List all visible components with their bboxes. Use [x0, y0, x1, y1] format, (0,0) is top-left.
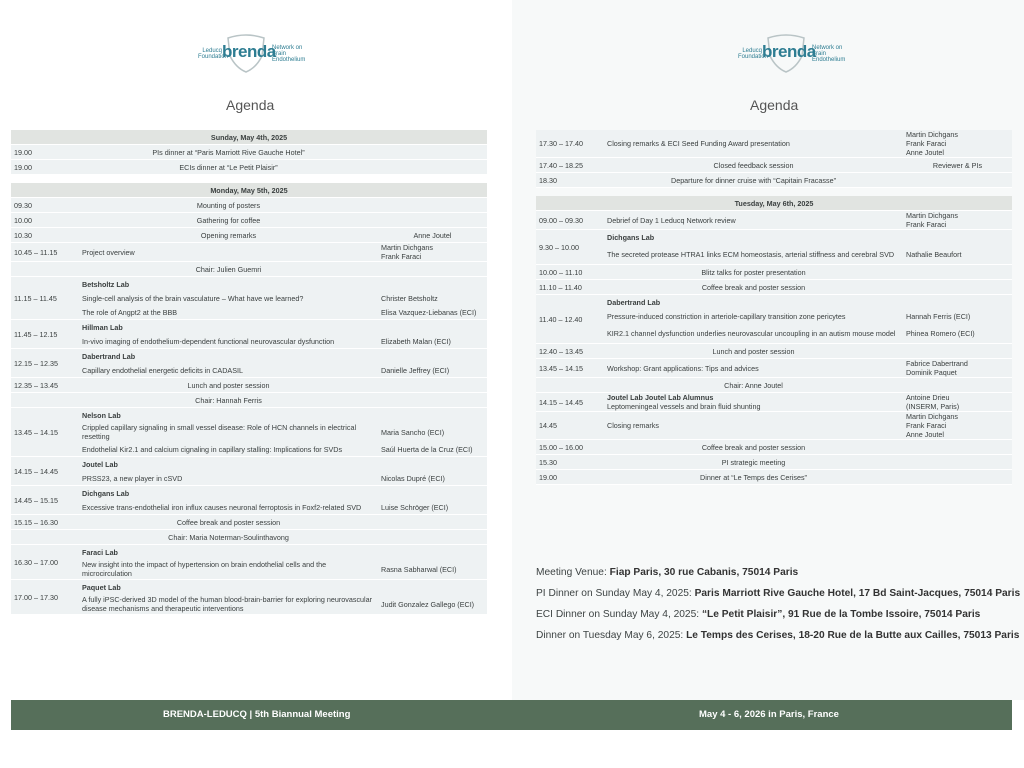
speaker-name: Antoine Drieu: [906, 393, 950, 402]
lab-name: Dabertrand Lab: [607, 297, 661, 307]
table-row: [536, 265, 1012, 280]
lab-name: Hillman Lab: [82, 322, 123, 332]
page-title: Agenda: [750, 97, 799, 113]
speaker-affiliation: (INSERM, Paris): [906, 402, 960, 411]
schedule-table-left: [11, 130, 487, 615]
speaker-name: Anne Joutel: [906, 430, 944, 439]
eci-dinner-line: [536, 608, 1020, 629]
venue-value: Fiap Paris, 30 rue Cabanis, 75014 Paris: [609, 567, 799, 578]
speaker-name: Saúl Huerta de la Cruz (ECI): [381, 444, 473, 454]
desc-cell: Departure for dinner cruise with “Capitain Fracasse”: [671, 175, 836, 185]
chair-row: [11, 262, 487, 277]
logo-left-text: Leducq Foundation: [738, 48, 769, 60]
speaker-name: Elisa Vazquez-Liebanas (ECI): [381, 307, 477, 317]
table-row: [536, 344, 1012, 359]
venue-line: [536, 566, 1020, 587]
desc-cell: Dinner at “Le Temps des Cerises”: [700, 472, 807, 482]
table-row: [11, 228, 487, 243]
talk-title: New insight into the impact of hypertension on brain endothelial cells and the microcirculation: [82, 560, 327, 578]
table-row: [11, 580, 487, 615]
time-cell: 9.30 – 10.00: [539, 242, 579, 252]
desc-cell: Closing remarks & ECI Seed Funding Award presentation: [607, 139, 790, 148]
speaker-name: Danielle Jeffrey (ECI): [381, 365, 450, 375]
time-cell: 12.35 – 13.45: [14, 380, 58, 390]
time-cell: 15.30: [539, 457, 557, 467]
chair-row: [11, 393, 487, 408]
speaker-name: Frank Faraci: [381, 252, 422, 261]
talk-title: In-vivo imaging of endothelium-dependent functional neurovascular dysfunction: [82, 336, 335, 346]
day-header: [11, 130, 487, 145]
talk-title: A fully iPSC-derived 3D model of the human blood-brain-barrier for exploring neurovascular disease mechanisms and therapeutic interventions: [82, 595, 373, 613]
lab-name: Paquet Lab: [82, 582, 121, 592]
logo-left-text: Leducq Foundation: [198, 48, 229, 60]
table-row: [536, 455, 1012, 470]
talk-title: KIR2.1 channel dysfunction underlies neurovascular uncoupling in an autism mouse model: [607, 328, 896, 338]
time-cell: 17.00 – 17.30: [14, 592, 58, 602]
desc-cell: Lunch and poster session: [712, 346, 795, 356]
talk-title: Leptomeningeal vessels and brain fluid shunting: [607, 402, 761, 411]
eci-dinner-label: ECI Dinner on Sunday May 4, 2025:: [536, 609, 702, 620]
table-row: [11, 243, 487, 262]
desc-cell: PI strategic meeting: [721, 457, 786, 467]
desc-cell: Closed feedback session: [713, 160, 794, 170]
time-cell: 19.00: [14, 162, 32, 172]
table-row: [536, 440, 1012, 455]
chair-label: Chair: Hannah Ferris: [195, 395, 262, 405]
talk-title: Endothelial Kir2.1 and calcium cignaling in capillary stalling: Implications for SVDs: [82, 444, 343, 454]
talk-title: Single-cell analysis of the brain vasculature – What have we learned?: [82, 293, 304, 303]
day-header-label: Monday, May 5th, 2025: [210, 185, 288, 195]
table-row: [11, 457, 487, 486]
desc-cell: Workshop: Grant applications: Tips and advices: [607, 363, 759, 373]
schedule-table-right: [536, 130, 1012, 485]
time-cell: 11.40 – 12.40: [539, 314, 583, 324]
time-cell: 17.40 – 18.25: [539, 160, 583, 170]
table-row: [11, 378, 487, 393]
speaker-name: Martin Dichgans: [906, 412, 958, 421]
desc-cell: Closing remarks: [607, 421, 659, 430]
time-cell: 19.00: [539, 472, 557, 482]
talk-title: Capillary endothelial energetic deficits in CADASIL: [82, 365, 244, 375]
speaker-name: Frank Faraci: [906, 139, 947, 148]
desc-cell: Coffee break and poster session: [701, 282, 806, 292]
speaker-cell: Anne Joutel: [413, 230, 452, 240]
table-row: [536, 295, 1012, 344]
chair-row: [11, 530, 487, 545]
shield-icon: [762, 34, 816, 74]
time-cell: 10.45 – 11.15: [14, 247, 58, 257]
talk-title: Excessive trans-endothelial iron influx causes neuronal ferroptosis in Foxf2-related SVD: [82, 502, 362, 512]
talk-title: Crippled capillary signaling in small vessel disease: Role of HCN channels in electrical resetting: [82, 423, 357, 441]
time-cell: 14.45 – 15.15: [14, 495, 58, 505]
time-cell: 15.00 – 16.00: [539, 442, 583, 452]
time-cell: 16.30 – 17.00: [14, 557, 58, 567]
speaker-name: Maria Sancho (ECI): [381, 427, 445, 437]
time-cell: 19.00: [14, 147, 32, 157]
brenda-logo: [738, 33, 856, 75]
speaker-name: Frank Faraci: [906, 220, 947, 229]
desc-cell: Project overview: [82, 247, 135, 257]
chair-label: Chair: Anne Joutel: [724, 380, 783, 390]
venue-info: [536, 566, 1020, 650]
talk-title: The role of Angpt2 at the BBB: [82, 307, 178, 317]
lab-name: Nelson Lab: [82, 410, 121, 420]
desc-cell: Mounting of posters: [196, 200, 261, 210]
time-cell: 10.30: [14, 230, 32, 240]
table-row: [536, 230, 1012, 265]
time-cell: 14.15 – 14.45: [14, 466, 58, 476]
speaker-name: Martin Dichgans: [906, 211, 958, 220]
venue-label: Meeting Venue:: [536, 567, 610, 578]
time-cell: 15.15 – 16.30: [14, 517, 58, 527]
table-row: [11, 277, 487, 320]
speaker-name: Luise Schröger (ECI): [381, 502, 449, 512]
time-cell: 10.00 – 11.10: [539, 267, 583, 277]
chair-row: [536, 378, 1012, 393]
time-cell: 14.15 – 14.45: [539, 397, 583, 407]
desc-cell: Blitz talks for poster presentation: [701, 267, 806, 277]
pi-dinner-label: PI Dinner on Sunday May 4, 2025:: [536, 588, 695, 599]
table-row: [536, 130, 1012, 158]
day-header: [11, 183, 487, 198]
table-row: [11, 515, 487, 530]
logo-right-text: Network on Brain Endothelium: [812, 45, 846, 63]
eci-dinner-address: , 91 Rue de la Tombe Issoire, 75014 Paris: [782, 609, 981, 620]
desc-cell: PIs dinner at “Paris Marriott Rive Gauche Hotel”: [152, 147, 305, 157]
table-row: [11, 545, 487, 580]
speaker-name: Christer Betsholtz: [381, 293, 438, 303]
agenda-page-left: [0, 0, 500, 700]
table-row: [11, 349, 487, 378]
time-cell: 10.00: [14, 215, 32, 225]
table-row: [536, 393, 1012, 412]
speaker-name: Anne Joutel: [906, 148, 944, 157]
pi-dinner-line: [536, 587, 1020, 608]
speaker-name: Dominik Paquet: [906, 368, 957, 377]
time-cell: 11.15 – 11.45: [14, 293, 57, 303]
table-row: [11, 486, 487, 515]
eci-dinner-value: “Le Petit Plaisir”: [701, 609, 783, 620]
footer-meeting-dates: May 4 - 6, 2026 in Paris, France: [699, 709, 839, 720]
desc-cell: Opening remarks: [200, 230, 257, 240]
table-row: [11, 213, 487, 228]
speaker-cell: Reviewer & PIs: [932, 160, 983, 170]
logo-right-text: Network on Brain Endothelium: [272, 45, 306, 63]
time-cell: 12.15 – 12.35: [14, 358, 58, 368]
time-cell: 11.10 – 11.40: [539, 282, 582, 292]
lab-name: Betsholtz Lab: [82, 279, 130, 289]
desc-cell: Debrief of Day 1 Leducq Network review: [607, 215, 736, 225]
speaker-name: Martin Dichgans: [381, 243, 433, 252]
agenda-page-right: [512, 0, 1024, 700]
time-cell: 11.45 – 12.15: [14, 329, 58, 339]
speaker-name: Phinea Romero (ECI): [906, 328, 975, 338]
desc-cell: Gathering for coffee: [196, 215, 261, 225]
footer-banner: [11, 700, 1012, 730]
page-title: Agenda: [226, 97, 275, 113]
speaker-name: Rasna Sabharwal (ECI): [381, 564, 457, 574]
tuesday-dinner-line: [536, 629, 1020, 650]
chair-label: Chair: Maria Noterman-Soulinthavong: [168, 532, 289, 542]
time-cell: 17.30 – 17.40: [539, 139, 583, 148]
lab-name: Dichgans Lab: [607, 232, 655, 242]
table-row: [11, 408, 487, 457]
table-row: [536, 470, 1012, 485]
day-header: [536, 196, 1012, 211]
table-row: [536, 158, 1012, 173]
speaker-name: Hannah Ferris (ECI): [906, 311, 971, 321]
day-header-label: Sunday, May 4th, 2025: [210, 132, 288, 142]
table-row: [11, 160, 487, 175]
time-cell: 18.30: [539, 175, 557, 185]
speaker-name: Judit Gonzalez Gallego (ECI): [381, 599, 475, 609]
chair-label: Chair: Julien Guemri: [195, 264, 262, 274]
desc-cell: Coffee break and poster session: [176, 517, 281, 527]
time-cell: 12.40 – 13.45: [539, 346, 583, 356]
lab-name: Faraci Lab: [82, 547, 118, 557]
tuesday-dinner-value: Le Temps des Cerises, 18-20 Rue de la Butte aux Cailles, 75013 Paris: [686, 630, 1020, 641]
time-cell: 13.45 – 14.15: [14, 427, 58, 437]
desc-cell: Coffee break and poster session: [701, 442, 806, 452]
day-header-label: Tuesday, May 6th, 2025: [734, 198, 814, 208]
speaker-name: Nicolas Dupré (ECI): [381, 473, 445, 483]
desc-cell: ECIs dinner at “Le Petit Plaisir”: [179, 162, 278, 172]
lab-name: Joutel Lab Joutel Lab Alumnus: [607, 393, 714, 402]
time-cell: 09.30: [14, 200, 32, 210]
footer-meeting-name: BRENDA-LEDUCQ | 5th Biannual Meeting: [163, 709, 351, 720]
tuesday-dinner-label: Dinner on Tuesday May 6, 2025:: [536, 630, 687, 641]
time-cell: 09.00 – 09.30: [539, 215, 583, 225]
pi-dinner-value: Paris Marriott Rive Gauche Hotel, 17 Bd Saint-Jacques, 75014 Paris: [694, 588, 1021, 599]
talk-title: Pressure-induced constriction in arteriole-capillary transition zone pericytes: [607, 311, 846, 321]
shield-icon: [222, 34, 276, 74]
speaker-name: Nathalie Beaufort: [906, 249, 962, 259]
table-row: [536, 173, 1012, 188]
table-row: [536, 280, 1012, 295]
speaker-name: Fabrice Dabertrand: [906, 359, 968, 368]
table-row: [11, 320, 487, 349]
speaker-name: Elizabeth Malan (ECI): [381, 336, 451, 346]
speaker-name: Frank Faraci: [906, 421, 947, 430]
brenda-logo: [198, 33, 316, 75]
logo-brand: brenda: [222, 42, 276, 61]
time-cell: 14.45: [539, 421, 557, 430]
speaker-name: Martin Dichgans: [906, 130, 958, 139]
logo-brand: brenda: [762, 42, 816, 61]
lab-name: Dichgans Lab: [82, 488, 130, 498]
time-cell: 13.45 – 14.15: [539, 363, 583, 373]
desc-cell: Lunch and poster session: [187, 380, 270, 390]
table-row: [11, 145, 487, 160]
talk-title: PRSS23, a new player in cSVD: [82, 473, 183, 483]
lab-name: Joutel Lab: [82, 459, 118, 469]
table-row: [536, 359, 1012, 378]
table-row: [536, 211, 1012, 230]
talk-title: The secreted protease HTRA1 links ECM homeostasis, arterial stiffness and cerebral SVD: [607, 249, 895, 259]
table-row: [11, 198, 487, 213]
table-row: [536, 412, 1012, 440]
lab-name: Dabertrand Lab: [82, 351, 136, 361]
